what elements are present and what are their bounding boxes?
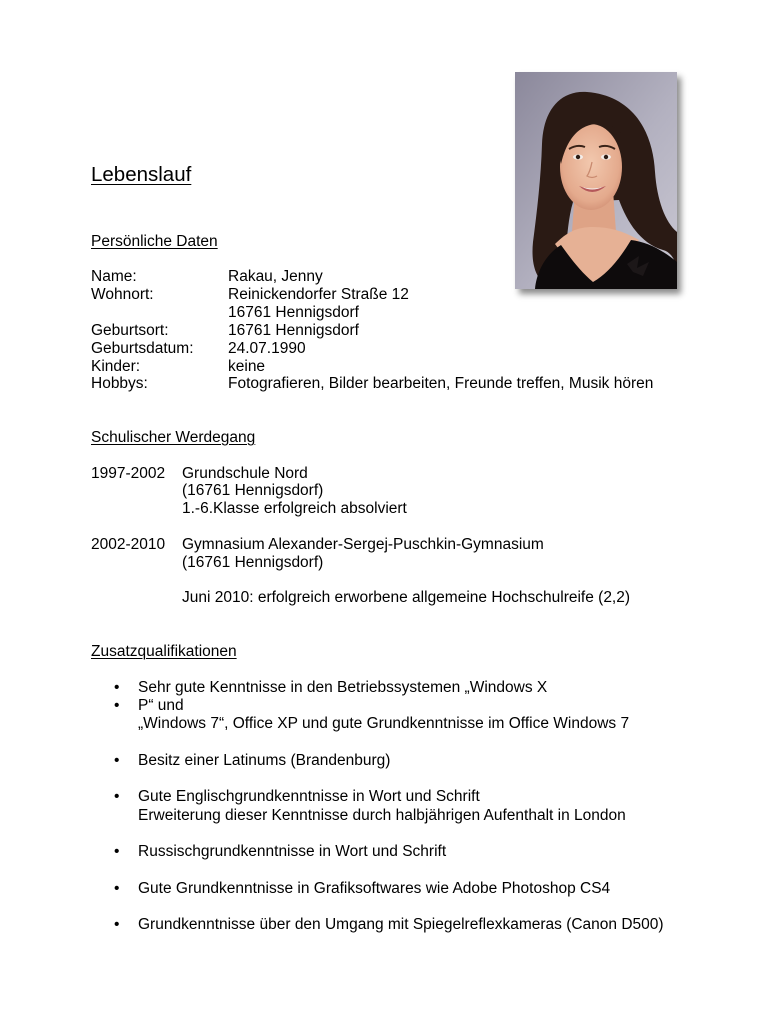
right-iris bbox=[604, 155, 608, 159]
list-item-text: Sehr gute Kenntnisse in den Betriebssystemen „Windows X bbox=[138, 678, 548, 696]
education-entry bbox=[0, 536, 768, 608]
education-school: Grundschule Nord bbox=[182, 464, 308, 482]
row-label: Wohnort: bbox=[91, 286, 154, 304]
list-item-text: „Windows 7“, Office XP und gute Grundkenntnisse im Office Windows 7 bbox=[138, 715, 630, 733]
education-result: Juni 2010: erfolgreich erworbene allgemeine Hochschulreife (2,2) bbox=[182, 589, 631, 607]
portrait-photo bbox=[515, 72, 677, 289]
bullet-icon: • bbox=[114, 696, 120, 714]
portrait-image bbox=[515, 72, 677, 289]
row-label: Hobbys: bbox=[91, 375, 148, 393]
row-value: 16761 Hennigsdorf bbox=[228, 321, 359, 339]
section-heading-personal: Persönliche Daten bbox=[91, 232, 218, 250]
list-item-text: Besitz einer Latinums (Brandenburg) bbox=[138, 751, 391, 769]
education-entry bbox=[0, 465, 768, 519]
row-label: Geburtsort: bbox=[91, 321, 169, 339]
row-label: Name: bbox=[91, 268, 137, 286]
education-details bbox=[182, 465, 768, 519]
list-item bbox=[0, 843, 768, 861]
list-item-text: Russischgrundkenntnisse in Wort und Schrift bbox=[138, 843, 447, 861]
education-location: (16761 Hennigsdorf) bbox=[182, 482, 324, 500]
left-iris bbox=[576, 155, 580, 159]
list-item bbox=[0, 752, 768, 770]
section-heading-education: Schulischer Werdegang bbox=[91, 428, 256, 446]
list-item bbox=[0, 788, 768, 825]
row-value: 16761 Hennigsdorf bbox=[228, 303, 359, 321]
education-location: (16761 Hennigsdorf) bbox=[182, 553, 324, 571]
list-item bbox=[0, 916, 768, 934]
list-item bbox=[0, 880, 768, 898]
bullet-icon: • bbox=[114, 879, 120, 897]
bullet-icon: • bbox=[114, 916, 120, 934]
qualifications-list bbox=[0, 679, 768, 935]
education-result: 1.-6.Klasse erfolgreich absolviert bbox=[182, 500, 407, 518]
list-item-text: Gute Grundkenntnisse in Grafiksoftwares wie Adobe Photoshop CS4 bbox=[138, 879, 611, 897]
list-item-text: Gute Englischgrundkenntnisse in Wort und Schrift bbox=[138, 788, 480, 806]
row-value: Reinickendorfer Straße 12 bbox=[228, 286, 409, 304]
bullet-icon: • bbox=[114, 678, 120, 696]
row-value: Rakau, Jenny bbox=[228, 268, 323, 286]
row-label: Geburtsdatum: bbox=[91, 339, 194, 357]
list-item-text: P“ und bbox=[138, 696, 184, 714]
row-value: Fotografieren, Bilder bearbeiten, Freunde treffen, Musik hören bbox=[228, 375, 654, 393]
education-school: Gymnasium Alexander-Sergej-Puschkin-Gymnasium bbox=[182, 535, 544, 553]
education-period: 1997-2002 bbox=[91, 464, 166, 482]
list-item-text: Erweiterung dieser Kenntnisse durch halbjährigen Aufenthalt in London bbox=[138, 806, 626, 824]
row-value: keine bbox=[228, 357, 266, 375]
list-item-text: Grundkenntnisse über den Umgang mit Spiegelreflexkameras (Canon D500) bbox=[138, 916, 664, 934]
page-title: Lebenslauf bbox=[91, 163, 192, 186]
bullet-icon: • bbox=[114, 751, 120, 769]
list-item bbox=[0, 697, 768, 734]
education-period: 2002-2010 bbox=[91, 535, 166, 553]
row-value: 24.07.1990 bbox=[228, 339, 306, 357]
education-details bbox=[182, 536, 768, 608]
bullet-icon: • bbox=[114, 788, 120, 806]
bullet-icon: • bbox=[114, 843, 120, 861]
list-item bbox=[0, 679, 768, 697]
row-label: Kinder: bbox=[91, 357, 141, 375]
section-heading-qualifications: Zusatzqualifikationen bbox=[91, 642, 237, 660]
